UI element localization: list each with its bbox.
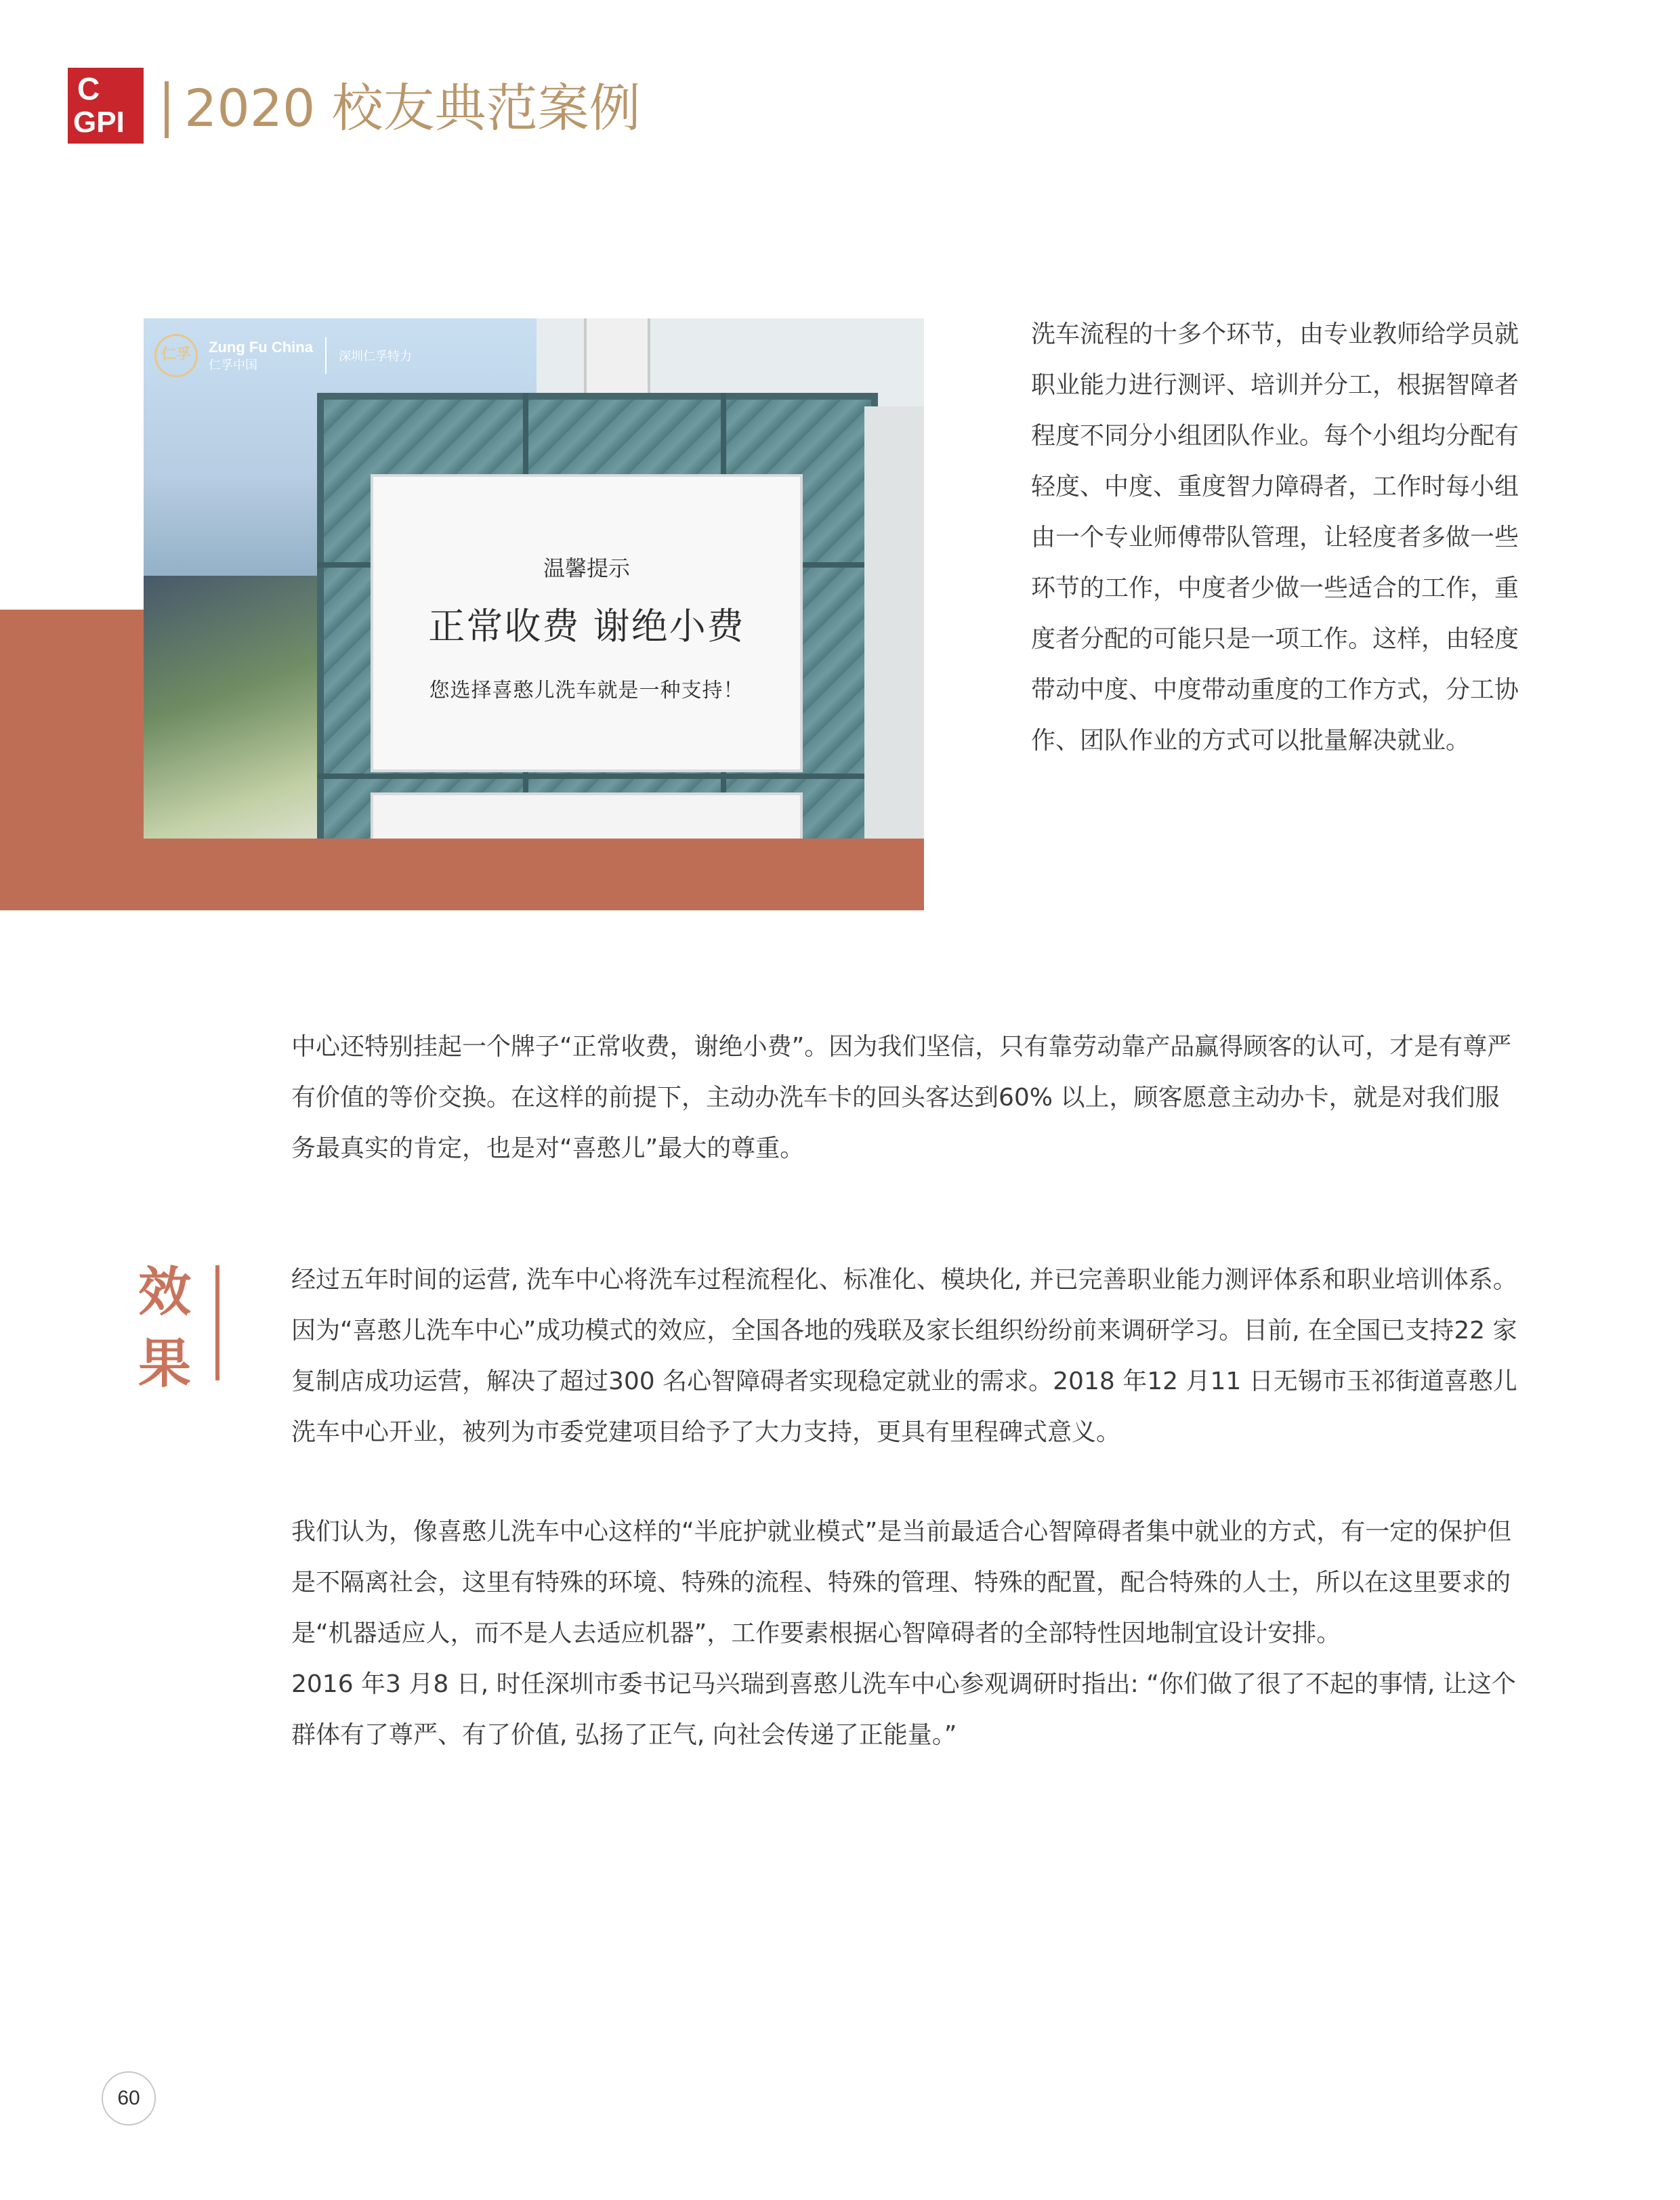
page-header-title: 2020 校友典范案例 bbox=[184, 78, 641, 138]
watermark-brand bbox=[209, 338, 313, 373]
page-number: 60 bbox=[102, 2071, 156, 2125]
body-paragraph-3 bbox=[291, 1506, 1519, 1760]
second-posted-notice bbox=[371, 792, 803, 839]
watermark-brand-en: Zung Fu China bbox=[209, 339, 313, 356]
logo-line-1: C bbox=[77, 71, 102, 106]
photo-watermark bbox=[154, 333, 412, 378]
photo-background-panel bbox=[864, 406, 924, 839]
notice-main-text: 正常收费 谢绝小费 bbox=[428, 605, 745, 648]
watermark-subtitle: 深圳仁孚特力 bbox=[338, 350, 412, 363]
body-paragraph-1-text: 中心还特别挂起一个牌子“正常收费，谢绝小费”。因为我们坚信，只有靠劳动靠产品赢得顾客的认可，才是有尊严有价值的等价交换。在这样的前提下，主动办洗车卡的回头客达到60% 以上，顾客愿意主动办卡，就是对我们服务最真实的肯定，也是对“喜憨儿”最大的尊重。 bbox=[291, 1033, 1512, 1162]
section-label-effect bbox=[134, 1256, 195, 1400]
watermark-brand-cn: 仁孚中国 bbox=[209, 358, 257, 372]
watermark-divider bbox=[325, 337, 327, 374]
body-paragraph-1 bbox=[291, 1021, 1519, 1174]
cgpi-logo bbox=[68, 68, 144, 144]
header-divider bbox=[165, 81, 169, 138]
body-paragraph-2-text: 经过五年时间的运营, 洗车中心将洗车过程流程化、标准化、模块化, 并已完善职业能力测评体系和职业培训体系。因为“喜憨儿洗车中心”成功模式的效应，全国各地的残联及家长组织纷纷前来调研学习。目前, 在全国已支持22 家复制店成功运营，解决了超过300 名心智障碍者实现稳定就业的需求。2018 年12 月11 日无锡市玉祁街道喜憨儿洗车中心开业，被列为市委党建项目给予了大力支持，更具有里程碑式意义。 bbox=[291, 1266, 1517, 1446]
section-label-bar bbox=[215, 1265, 219, 1380]
side-paragraph-text: 洗车流程的十多个环节，由专业教师给学员就职业能力进行测评、培训并分工，根据智障者程度不同分小组团队作业。每个小组均分配有轻度、中度、重度智力障碍者，工作时每小组由一个专业师傅带队管理，让轻度者多做一些环节的工作，中度者少做一些适合的工作，重度者分配的可能只是一项工作。这样，由轻度带动中度、中度带动重度的工作方式，分工协作、团队作业的方式可以批量解决就业。 bbox=[1031, 320, 1519, 755]
body-paragraph-4-text: 2016 年3 月8 日, 时任深圳市委书记马兴瑞到喜憨儿洗车中心参观调研时指出: “你们做了很了不起的事情, 让这个群体有了尊严、有了价值, 弘扬了正气, 向社会传递了正能量。” bbox=[291, 1670, 1516, 1749]
photo-tile-joint bbox=[317, 774, 878, 779]
zung-fu-logo-icon: 仁孚 bbox=[154, 334, 198, 377]
body-paragraph-2 bbox=[291, 1254, 1519, 1458]
posted-notice bbox=[371, 474, 803, 772]
logo-line-2: GPI bbox=[73, 106, 125, 139]
side-paragraph bbox=[1031, 309, 1532, 766]
section-label-char-1: 效 bbox=[138, 1262, 191, 1323]
photo-background-foliage bbox=[144, 576, 327, 839]
notice-support-line: 您选择喜憨儿洗车就是一种支持！ bbox=[429, 679, 744, 702]
section-label-char-2: 果 bbox=[138, 1334, 191, 1395]
notice-heading: 温馨提示 bbox=[543, 555, 630, 581]
body-paragraph-3-text: 我们认为，像喜憨儿洗车中心这样的“半庇护就业模式”是当前最适合心智障碍者集中就业的方式，有一定的保护但是不隔离社会，这里有特殊的环境、特殊的流程、特殊的管理、特殊的配置，配合特殊的人士，所以在这里要求的是“机器适应人，而不是人去适应机器”，工作要素根据心智障碍者的全部特性因地制宜设计安排。 bbox=[291, 1518, 1512, 1647]
photo-background-pole bbox=[584, 318, 650, 400]
car-wash-sign-photo bbox=[144, 318, 924, 839]
